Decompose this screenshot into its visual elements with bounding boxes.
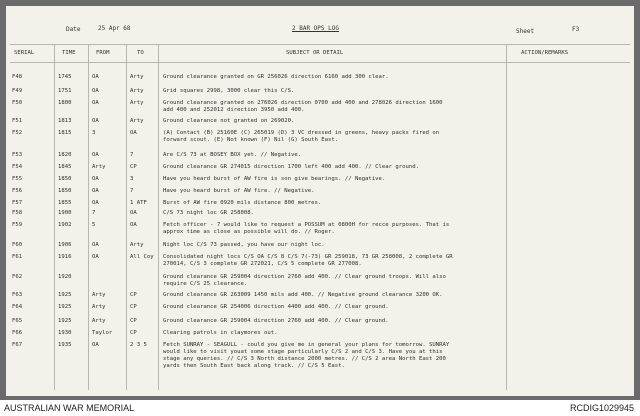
header-bottom-rule: [10, 62, 630, 63]
table-row: [6, 254, 634, 268]
entry-detail: C/S 73 night loc GR 258008.: [163, 210, 254, 216]
entry-serial: F65: [12, 318, 23, 324]
entry-time: 1751: [58, 88, 72, 94]
footer-id: RCDIG1029945: [569, 403, 634, 413]
entry-detail: Ground clearance GR 274015 direction 1700 left 400 add 400. // Clear ground.: [163, 164, 419, 170]
entry-to: Arty: [130, 74, 144, 80]
entry-time: 1855: [58, 200, 72, 206]
entry-from: Arty: [92, 318, 106, 324]
table-row: [6, 304, 634, 318]
entry-serial: F50: [12, 100, 23, 106]
col-from: FROM: [96, 50, 110, 56]
entry-serial: F67: [12, 342, 23, 348]
entry-serial: F57: [12, 200, 23, 206]
entry-time: 1850: [58, 176, 72, 182]
entry-detail: Fetch SUNRAY - SEAGULL - could you give me in general your plans for tomorrow. SUNRAY would like to visit youat some stage particularly C/S 2 and C/S 3. Have you at this stage any queries. // C/S 3 North distance 2000 metres. // C/S 2 area North East 200 yards then South East back along track. // C/S 5 East.: [163, 342, 450, 369]
entry-time: 1925: [58, 292, 72, 298]
entry-from: Arty: [92, 164, 106, 170]
entry-time: 1845: [58, 164, 72, 170]
entry-time: 1820: [58, 152, 72, 158]
entry-from: OA: [92, 118, 99, 124]
table-row: [6, 274, 634, 288]
entry-time: 1916: [58, 254, 72, 260]
col-serial: SERIAL: [14, 50, 35, 56]
table-row: [6, 74, 634, 88]
entry-from: OA: [92, 100, 99, 106]
entry-to: CP: [130, 304, 137, 310]
entry-from: 3: [92, 130, 96, 136]
entry-to: 7: [130, 188, 134, 194]
date-value: 25 Apr 68: [98, 25, 131, 32]
entry-from: OA: [92, 342, 99, 348]
entry-detail: Ground clearance granted on GR 256026 direction 6160 add 300 clear.: [163, 74, 389, 80]
entry-from: OA: [92, 188, 99, 194]
entry-from: OA: [92, 242, 99, 248]
entry-detail: Ground clearance granted on 276026 direction 0700 add 400 and 278026 direction 1600 add 400 and 252012 direction 3950 add 400.: [163, 100, 443, 113]
entry-detail: Have you heard burst of AW fire is son give bearings. // Negative.: [163, 176, 386, 182]
entry-detail: (A) Contact (B) 25160E (C) 265019 (D) 3 VC dressed in greens, heavy packs fired on forward scout. (E) Not known (F) Nil (G) South East.: [163, 130, 440, 143]
entry-serial: F58: [12, 210, 23, 216]
table-row: [6, 130, 634, 144]
entry-from: Arty: [92, 304, 106, 310]
sheet-value: F3: [572, 26, 580, 33]
col-time: TIME: [62, 50, 76, 56]
entry-time: 1902: [58, 222, 72, 228]
entry-time: 1745: [58, 74, 72, 80]
entry-to: CP: [130, 318, 137, 324]
entry-detail: Clearing patrols in claymores out.: [163, 330, 278, 336]
entry-serial: F56: [12, 188, 23, 194]
entry-to: All Coy: [130, 254, 154, 260]
entry-detail: Have you heard burst of AW fire. // Negative.: [163, 188, 315, 194]
entry-from: OA: [92, 152, 99, 158]
entry-from: Taylor: [92, 330, 113, 336]
entry-to: CP: [130, 330, 137, 336]
entry-to: OA: [130, 130, 137, 136]
entry-time: 1930: [58, 330, 72, 336]
log-sheet: [6, 6, 634, 396]
entry-serial: F55: [12, 176, 23, 182]
entry-time: 1815: [58, 130, 72, 136]
entry-detail: Ground clearance GR 263009 1450 mils add 400. // Negative ground clearance 3200 OK.: [163, 292, 443, 298]
entry-from: OA: [92, 254, 99, 260]
entry-detail: Burst of AW fire 0920 mils distance 800 metres.: [163, 200, 322, 206]
col-subject: SUBJECT OR DETAIL: [286, 50, 344, 56]
col-to: TO: [137, 50, 144, 56]
entry-from: OA: [92, 88, 99, 94]
entry-detail: Grid squares 2998, 3000 clear this C/S.: [163, 88, 295, 94]
entry-to: 3: [130, 176, 134, 182]
entry-from: OA: [92, 200, 99, 206]
entry-serial: F51: [12, 118, 23, 124]
table-row: [6, 342, 634, 369]
entry-to: Arty: [130, 88, 144, 94]
entry-time: 1906: [58, 242, 72, 248]
entry-serial: F48: [12, 74, 23, 80]
entry-serial: F62: [12, 274, 23, 280]
entry-time: 1925: [58, 304, 72, 310]
footer-bar: [0, 400, 640, 416]
entry-serial: F59: [12, 222, 23, 228]
sheet-label: Sheet: [516, 28, 535, 35]
entry-time: 1925: [58, 318, 72, 324]
entry-to: OA: [130, 210, 137, 216]
entry-detail: Consolidated night locs C/S OA C/S 8 C/S 7(-73) GR 259018, 73 GR 258008, 2 complete GR 270014, C/S 3 complete GR 272021, C/S 5 complete GR 277008.: [163, 254, 453, 267]
table-row: [6, 222, 634, 236]
entry-serial: F63: [12, 292, 23, 298]
entry-serial: F64: [12, 304, 23, 310]
entry-serial: F66: [12, 330, 23, 336]
entry-from: 7: [92, 210, 96, 216]
entry-time: 1813: [58, 118, 72, 124]
date-label: Date: [66, 26, 81, 33]
entry-time: 1850: [58, 188, 72, 194]
entry-detail: Ground clearance GR 259004 direction 2760 add 400. // Clear ground troops. Will also require C/S 25 clearance.: [163, 274, 446, 287]
entry-serial: F60: [12, 242, 23, 248]
log-title: 2 BAR OPS LOG: [292, 25, 339, 32]
entry-detail: Night loc C/S 73 passed, you have our night loc.: [163, 242, 325, 248]
entry-detail: Are C/S 73 at BOSEY BOX yet. // Negative.: [163, 152, 302, 158]
entry-detail: Ground clearance GR 254006 direction 4400 add 400. // Clear ground.: [163, 304, 389, 310]
table-top-rule: [10, 44, 630, 45]
entry-detail: Fetch officer - 7 would like to request a POSSUM at 0800H for recce purposes. That is approx time as close as possible will do. // Roger.: [163, 222, 450, 235]
entry-time: 1800: [58, 100, 72, 106]
entry-to: CP: [130, 164, 137, 170]
entry-to: 2 3 5: [130, 342, 147, 348]
entry-from: OA: [92, 176, 99, 182]
entry-time: 1935: [58, 342, 72, 348]
entry-to: Arty: [130, 100, 144, 106]
footer-source: AUSTRALIAN WAR MEMORIAL: [4, 403, 135, 413]
col-action: ACTION/REMARKS: [521, 50, 569, 56]
entry-serial: F54: [12, 164, 23, 170]
entry-detail: Ground clearance GR 259004 direction 2760 add 400. // Clear ground.: [163, 318, 389, 324]
entry-time: 1920: [58, 274, 72, 280]
entry-time: 1900: [58, 210, 72, 216]
entry-to: Arty: [130, 242, 144, 248]
entry-to: OA: [130, 222, 137, 228]
entry-to: 1 ATF: [130, 200, 147, 206]
table-row: [6, 100, 634, 114]
entry-serial: F53: [12, 152, 23, 158]
entry-to: Arty: [130, 118, 144, 124]
entry-to: 7: [130, 152, 134, 158]
entry-serial: F61: [12, 254, 23, 260]
entry-serial: F52: [12, 130, 23, 136]
entry-serial: F49: [12, 88, 23, 94]
entry-detail: Ground clearance not granted on 269020.: [163, 118, 295, 124]
entry-from: 5: [92, 222, 96, 228]
entry-from: Arty: [92, 292, 106, 298]
entry-from: OA: [92, 74, 99, 80]
entry-to: CP: [130, 292, 137, 298]
